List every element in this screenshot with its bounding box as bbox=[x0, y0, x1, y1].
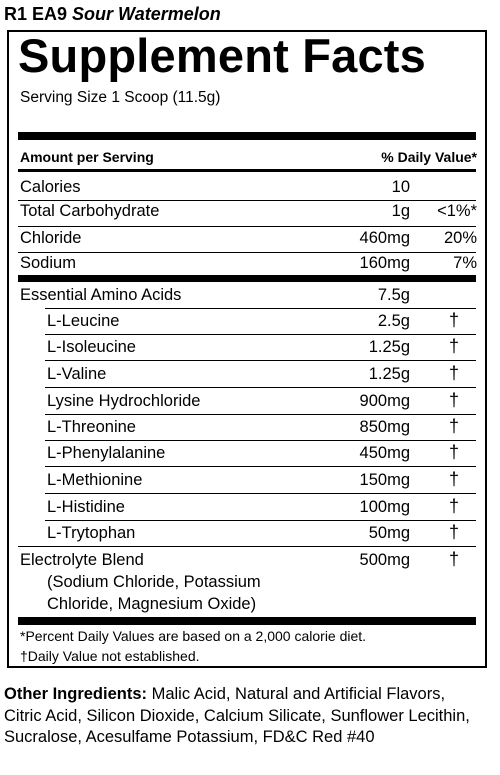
amino-acid-daily-value: † bbox=[448, 390, 459, 410]
electrolyte-daily-value: † bbox=[448, 549, 459, 569]
amino-acid-name: L-Phenylalanine bbox=[47, 444, 166, 462]
amino-acid-name: L-Valine bbox=[47, 365, 107, 383]
nutrient-name: Calories bbox=[20, 178, 81, 196]
amino-acid-daily-value: † bbox=[448, 363, 459, 383]
amino-acid-amount: 100mg bbox=[359, 498, 410, 516]
amino-acid-name: L-Isoleucine bbox=[47, 338, 136, 356]
nutrient-name: Total Carbohydrate bbox=[20, 202, 160, 220]
electrolyte-detail: (Sodium Chloride, Potassium bbox=[47, 573, 261, 591]
panel-title: Supplement Facts bbox=[18, 29, 427, 82]
divider-thick bbox=[18, 132, 476, 140]
product-title bbox=[4, 4, 221, 25]
other-ingredients-label: Other Ingredients: bbox=[4, 685, 148, 703]
footnote-daily-value: *Percent Daily Values are based on a 2,000 calorie diet. bbox=[20, 628, 367, 644]
nutrient-daily-value: 7% bbox=[453, 254, 477, 272]
amino-acid-daily-value: † bbox=[448, 336, 459, 356]
header-daily-value: % Daily Value* bbox=[381, 149, 477, 165]
amino-acid-daily-value: † bbox=[448, 416, 459, 436]
divider-thin bbox=[45, 387, 476, 388]
serving-size: Serving Size 1 Scoop (11.5g) bbox=[20, 89, 221, 106]
amino-acid-amount: 150mg bbox=[359, 471, 410, 489]
divider-thin bbox=[18, 200, 476, 201]
amino-acid-name: L-Threonine bbox=[47, 418, 136, 436]
other-ingredients-text: Malic Acid, Natural and Artificial Flavors, Citric Acid, Silicon Dioxide, Calcium Silicate, Sunflower Lecithin, Sucralose, Acesulfame Potassium, FD&C Red #40 bbox=[4, 685, 470, 746]
nutrient-amount: 1g bbox=[391, 202, 410, 220]
amino-acid-daily-value: † bbox=[448, 442, 459, 462]
electrolyte-amount: 500mg bbox=[359, 551, 410, 569]
divider-thin bbox=[45, 414, 476, 415]
divider-medium bbox=[18, 169, 476, 172]
amino-acid-amount: 1.25g bbox=[368, 365, 410, 383]
amino-acid-amount: 850mg bbox=[359, 418, 410, 436]
nutrient-name: Sodium bbox=[20, 254, 76, 272]
amino-acid-amount: 2.5g bbox=[377, 312, 410, 330]
divider-thin bbox=[45, 520, 476, 521]
electrolyte-name: Electrolyte Blend bbox=[20, 551, 144, 569]
divider-thin bbox=[45, 466, 476, 467]
divider-thick bbox=[18, 617, 476, 625]
nutrient-amount: 10 bbox=[391, 178, 410, 196]
amino-acid-amount: 450mg bbox=[359, 444, 410, 462]
supplement-facts-panel bbox=[7, 30, 487, 668]
nutrient-name: Chloride bbox=[20, 229, 82, 247]
divider-thick bbox=[18, 275, 476, 282]
header-amount-per-serving: Amount per Serving bbox=[20, 149, 154, 165]
product-name: R1 EA9 bbox=[4, 4, 68, 24]
nutrient-amount: 160mg bbox=[359, 254, 410, 272]
eaa-amount: 7.5g bbox=[377, 286, 410, 304]
divider-thin bbox=[18, 546, 476, 547]
product-flavor: Sour Watermelon bbox=[72, 4, 221, 24]
amino-acid-name: L-Histidine bbox=[47, 498, 125, 516]
amino-acid-name: L-Leucine bbox=[47, 312, 120, 330]
eaa-name: Essential Amino Acids bbox=[20, 286, 182, 304]
amino-acid-amount: 50mg bbox=[368, 524, 410, 542]
divider-thin bbox=[45, 308, 476, 309]
amino-acid-amount: 1.25g bbox=[368, 338, 410, 356]
amino-acid-daily-value: † bbox=[448, 496, 459, 516]
other-ingredients bbox=[4, 684, 474, 749]
nutrient-amount: 460mg bbox=[359, 229, 410, 247]
electrolyte-detail: Chloride, Magnesium Oxide) bbox=[47, 595, 257, 613]
nutrient-daily-value: 20% bbox=[443, 229, 477, 247]
amino-acid-daily-value: † bbox=[448, 522, 459, 542]
divider-thin bbox=[18, 226, 476, 227]
divider-thin bbox=[18, 252, 476, 253]
amino-acid-name: L-Methionine bbox=[47, 471, 143, 489]
divider-thin bbox=[45, 493, 476, 494]
divider-thin bbox=[45, 334, 476, 335]
divider-thin bbox=[45, 360, 476, 361]
amino-acid-daily-value: † bbox=[448, 469, 459, 489]
divider-thin bbox=[45, 440, 476, 441]
amino-acid-daily-value: † bbox=[448, 310, 459, 330]
amino-acid-name: Lysine Hydrochloride bbox=[47, 392, 201, 410]
amino-acid-amount: 900mg bbox=[359, 392, 410, 410]
nutrient-daily-value: <1%* bbox=[437, 202, 477, 220]
footnote-not-established: †Daily Value not established. bbox=[20, 648, 200, 664]
amino-acid-name: L-Trytophan bbox=[47, 524, 136, 542]
